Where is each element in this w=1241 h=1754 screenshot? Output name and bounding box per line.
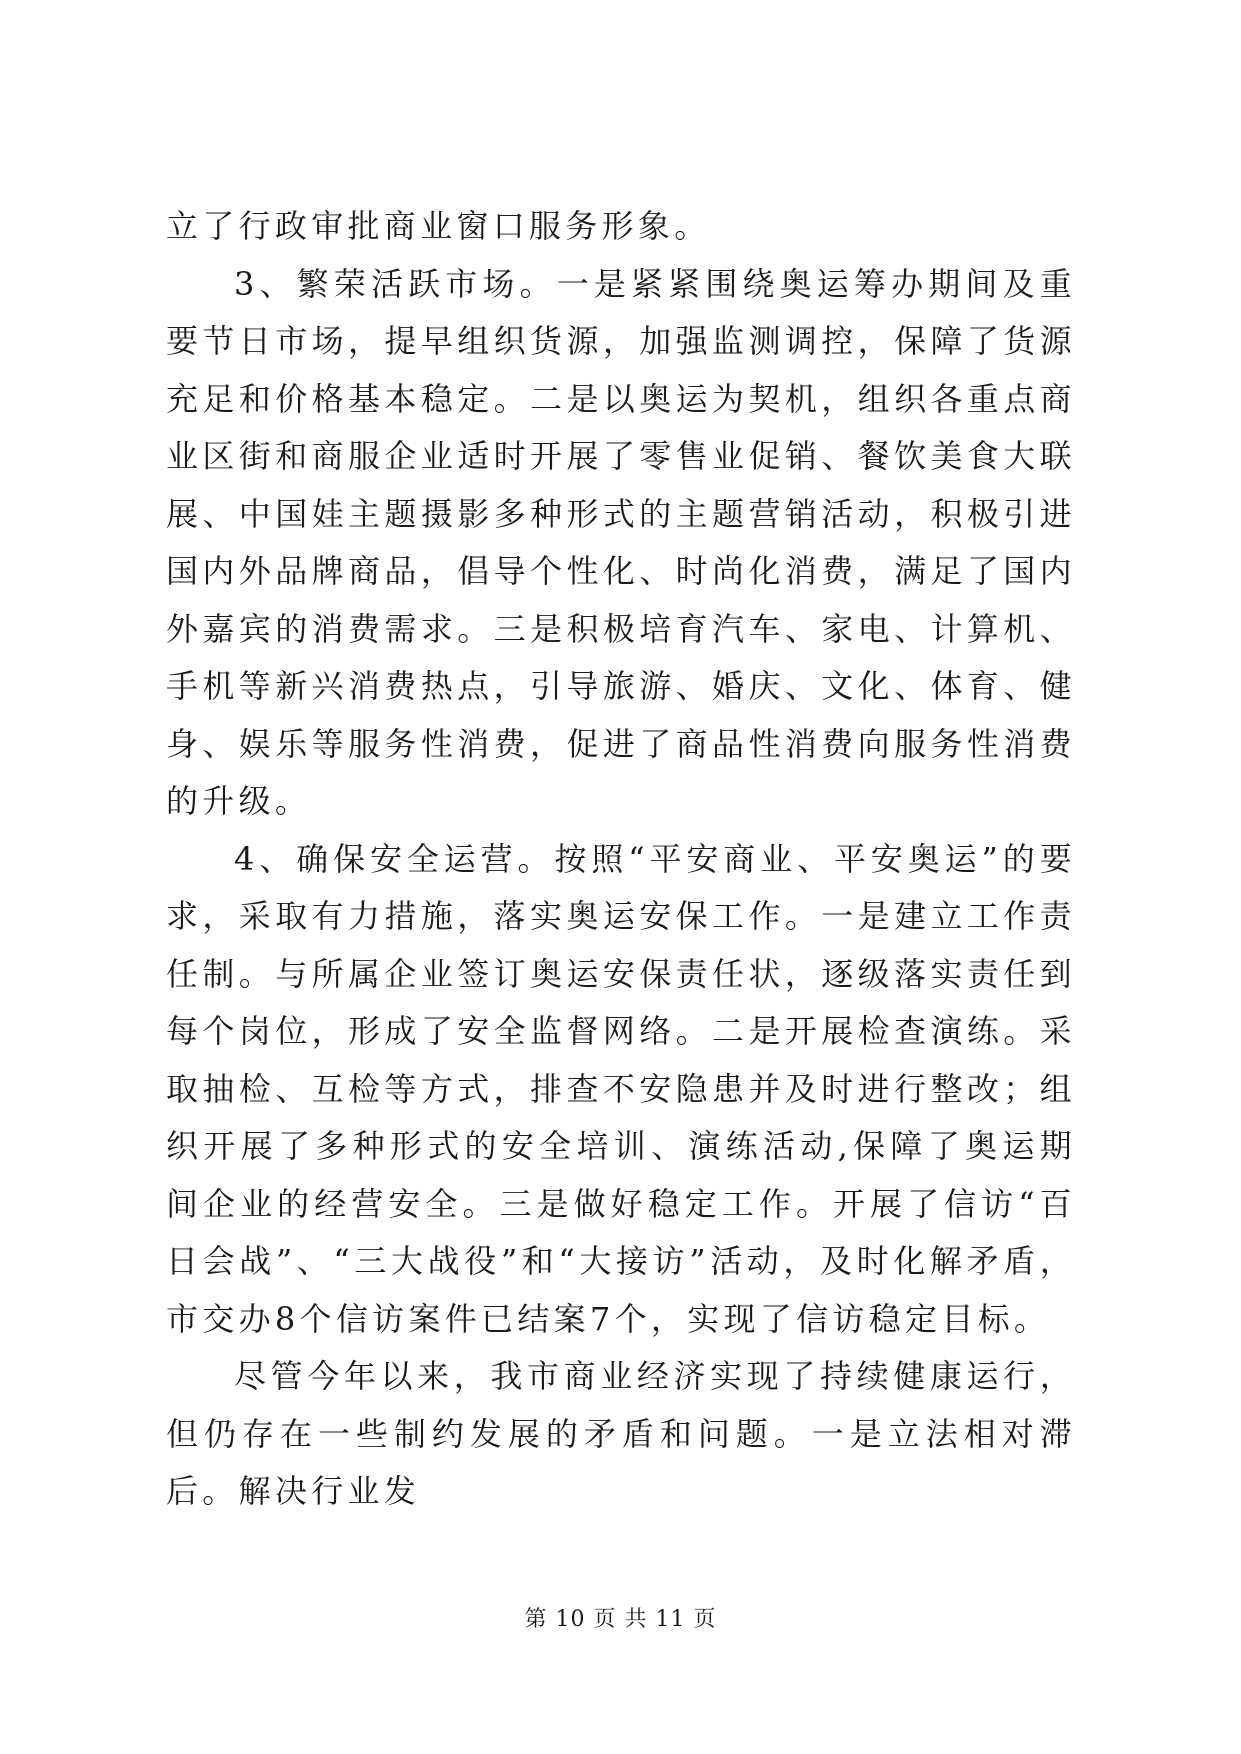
- paragraph-safety: 4、确保安全运营。按照“平安商业、平安奥运”的要求，采取有力措施，落实奥运安保工作。一是建立工作责任制。与所属企业签订奥运安保责任状，逐级落实责任到每个岗位，形成了安全监督网络。二是开展检查演练。采取抽检、互检等方式，排查不安隐患并及时进行整改；组织开展了多种形式的安全培训、演练活动,保障了奥运期间企业的经营安全。三是做好稳定工作。开展了信访“百日会战”、“三大战役”和“大接访”活动，及时化解矛盾，市交办8个信访案件已结案7个，实现了信访稳定目标。: [166, 839, 1076, 1338]
- paragraph-problems: 尽管今年以来，我市商业经济实现了持续健康运行，但仍存在一些制约发展的矛盾和问题。一是立法相对滞后。解决行业发: [166, 1357, 1076, 1510]
- page-footer: [0, 1605, 1241, 1635]
- page-number-label: 第 10 页 共 11 页: [524, 1607, 717, 1632]
- body-text: [166, 198, 1076, 1521]
- paragraph-market: 3、繁荣活跃市场。一是紧紧围绕奥运筹办期间及重要节日市场，提早组织货源，加强监测调控，保障了货源充足和价格基本稳定。二是以奥运为契机，组织各重点商业区街和商服企业适时开展了零售业促销、餐饮美食大联展、中国娃主题摄影多种形式的主题营销活动，积极引进国内外品牌商品，倡导个性化、时尚化消费，满足了国内外嘉宾的消费需求。三是积极培育汽车、家电、计算机、手机等新兴消费热点，引导旅游、婚庆、文化、体育、健身、娱乐等服务性消费，促进了商品性消费向服务性消费的升级。: [166, 264, 1076, 820]
- paragraph-continuation: 立了行政审批商业窗口服务形象。: [166, 207, 711, 245]
